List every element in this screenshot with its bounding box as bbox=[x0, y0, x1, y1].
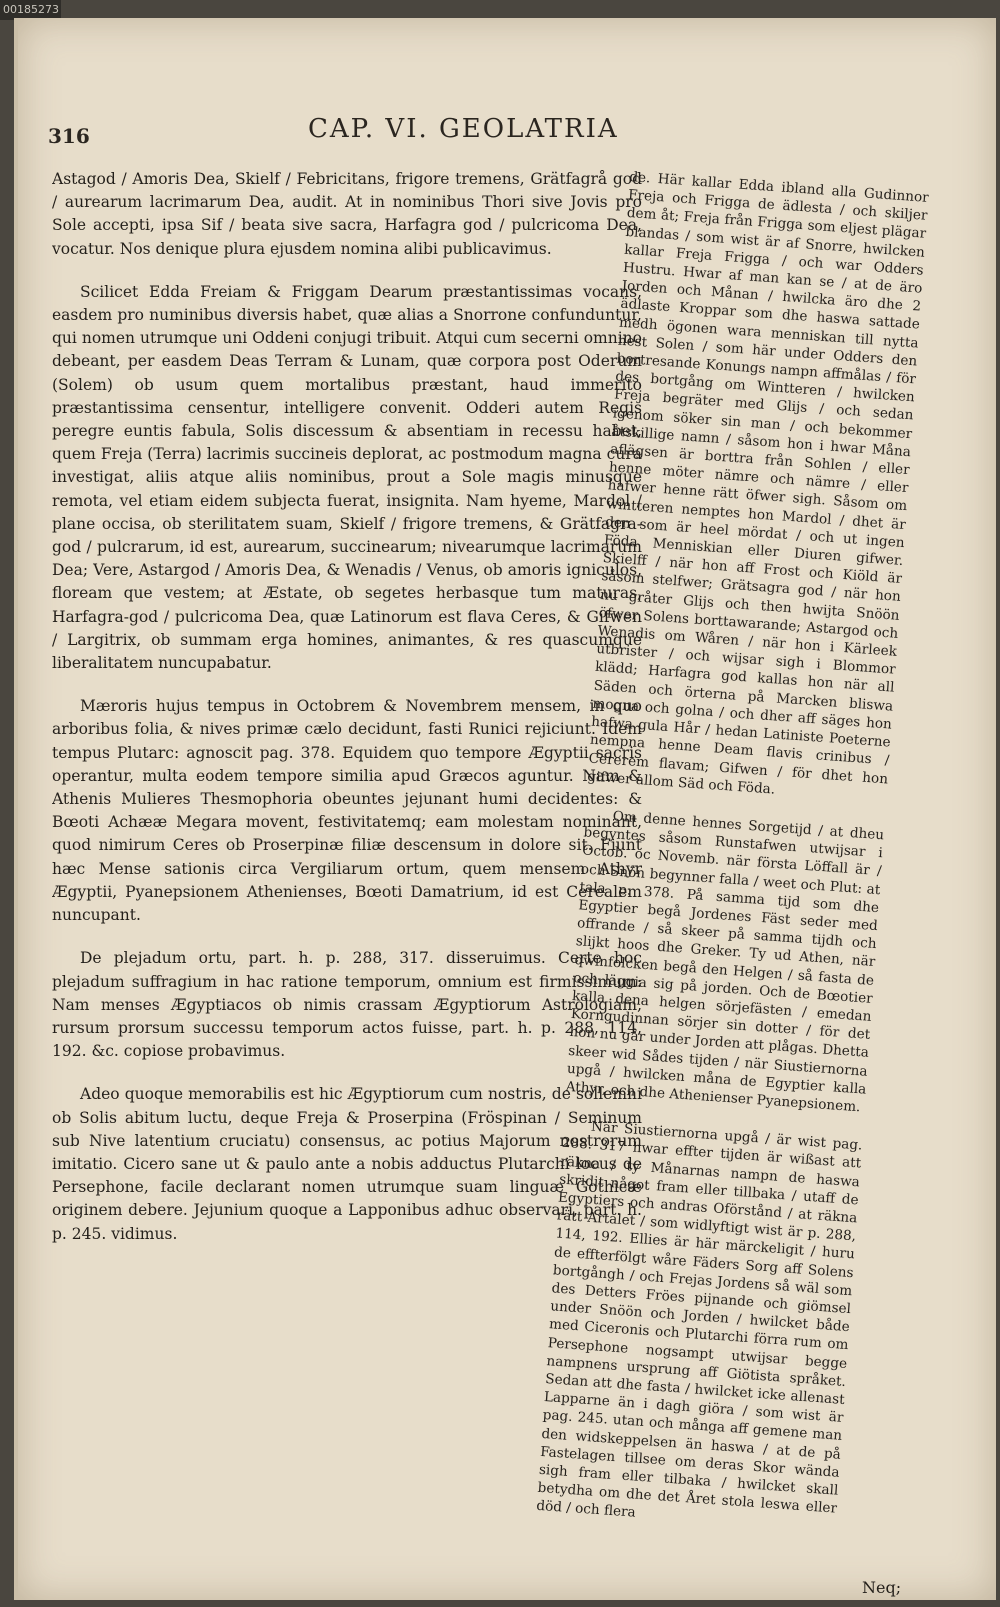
latin-paragraph-4: De plejadum ortu, part. h. p. 288, 317. disseruimus. Certe hoc plejadum suffragium in hac ratione temporum, omnium est firmissimum: Nam menses Ægyptiacos ob nimis crassam Ægyptiorum Astrologiam, rursum prorsum successu temporum actos fuisse, part. h. p. 288, 114, 192. &c. copiose probavimus. bbox=[52, 949, 642, 1061]
page-header bbox=[48, 114, 688, 154]
running-title: CAP. VI. GEOLATRIA bbox=[308, 114, 619, 144]
latin-paragraph-3: Mæroris hujus tempus in Octobrem & Novembrem mensem, in quo arboribus folia, & nives primæ cælo decidunt, fasti Runici rejiciunt. Idem tempus Plutarc: agnoscit pag. 378. Equidem quo tempore Ægyptii sacris operantur, multa eodem tempore similia apud Græcos aguntur. Nam & Athenis Mulieres Thesmophoria obeuntes jejunant humi decidentes: & Bœoti Achææ Megara movent, festivitatemq; eam molestam nominant, quod nimirum Ceres ob Proserpinæ filiæ descensum in dolore sit. Fiunt hæc Mense sationis circa Vergiliarum ortum, quem mensem Athyr Ægyptii, Pyanepsionem Athenienses, Bœoti Damatrium, id est Cerealem nuncupant. bbox=[52, 697, 642, 925]
latin-paragraph-5: Adeo quoque memorabilis est hic Ægyptiorum cum nostris, de sollemni ob Solis abitum luctu, deque Freja & Proserpina (Fröspinan / Seminum sub Nive latentium cruciatu) consensus, ac potius Majorum nostrorum imitatio. Cicero sane ut & paulo ante a nobis adductus Plutarchi locus de Persephone, facile declarant nomen utrumque suam linguæ Gothicæ originem debere. Jejunium quoque a Lapponibus adhuc observari, part. h. p. 245. vidimus. bbox=[52, 1085, 642, 1243]
swedish-paragraph-3: När Siustiernorna upgå / är wist pag. 288. 317 hwar effter tijden är wißast att räkna / ty Månarnas nampn de haswa skridit något fram eller tillbaka / utaff de Egyptiers och andras Oförstånd / at räkna rätt Artalet / som widlyftigt wist är p. 288, 114, 192. Ellies är här märckeligit / huru de effterfölgt wåre Fäders Sorg aff Solens bortgångh / och Frejas Jordens så wäl som des Detters Fröes pijnande och giömsel under Snöön och Jorden / hwilcket både med Ciceronis och Plutarchi förra rum om Persephone nogsampt utwijsar begge nampnens ursprung aff Giötista språket. Sedan att dhe fasta / hwilcket icke allenast Lapparne än i dagh giöra / som wist är pag. 245. utan och många aff gemene man den widskeppelsen än haswa / at de på Fastelagen tillsee om deras Skor wända sigh fram eller tilbaka / hwilcket skall betydha om dhe det Året stola leswa eller död / och flera bbox=[535, 1118, 863, 1522]
image-id-label: 00185273 bbox=[0, 0, 61, 20]
latin-paragraph-1: Astagod / Amoris Dea, Skielf / Febricitans, frigore tremens, Grätfagrå god / aurearum lacrimarum Dea, audit. At in nominibus Thori sive Jovis pro Sole accepti, ipsa Sif / beata sive sacra, Harfagra god / pulcricoma Dea, vocatur. Nos denique plura ejusdem nomina alibi publicavimus. bbox=[52, 170, 642, 258]
catchword: Neq; bbox=[862, 1578, 902, 1597]
swedish-paragraph-1: de. Här kallar Edda ibland alla Gudinnor Freja och Frigga de ädlesta / och skiljer dem åt; Freja från Frigga som eljest plägar blandas / som wist är af Snorre, hwilcken kallar Freja Frigga / och war Odders Hustru. Hwar af man kan se / at de äro Jorden och Månan / hwilcka äro dhe 2 ädlaste Kroppar som dhe haswa sattade medh ögonen wara menniskan till nytta nest Solen / som här under Odders den bortresande Konungs nampn affmålas / för des bortgång om Wintteren / hwilcken Freja begräter med Glijs / och sedan igenom söker sin man / och bekommer åtskillige namn / såsom hon i hwar Måna aflägsen är borttra från Sohlen / eller henne möter nämre och nämre / eller hafwer henne rätt öfwer sigh. Såsom om wintteren nemptes hon Mardol / dhet är den som är heel mördat / och ut ingen Föda Menniskian eller Diuren gifwer. Skielff / när hon aff Frost och Kiöld är såsom stelfwer; Grätsagra god / när hon nu gråter Glijs och then hwijta Snöön öfwer Solens borttawarande; Astargod och Wenadis om Wåren / när hon i Kärleek utbrister / och wijsar sigh i Blommor klädd; Harfagra god kallas hon när all Säden och örterna på Marcken bliswa mogna och golna / och dher aff säges hon hafwa gula Hår / hedan Latiniste Poeterne nempna henne Deam flavis crinibus / Cererem flavam; Gifwen / för dhet hon gifwer allom Säd och Föda. bbox=[586, 168, 930, 798]
book-page bbox=[14, 18, 996, 1600]
swedish-paragraph-2: Om denne hennes Sorgetijd / at dheu begyntes såsom Runstafwen utwijsar i Octob. oc Novemb. när första Löffall är / och Snön begynner falla / weet och Plut: at tala p. 378. På samma tijd som dhe Egyptier begå Jordenes Fäst seder med offrande / så skeer på samma tijdh och slijkt hoos dhe Greker. Ty ud Athen, när qwinfolcken begå den Helgen / så fasta de och läggia sig på jorden. Och de Bœotier kalla dena helgen sörjefästen / emedan Korngudinnan sörjer sin dotter / för det hon nu går under Jorden att plågas. Dhetta skeer wid Sådes tijden / när Siustiernorna upgå / hwilcken måna de Egyptier kalla Athyr, och dhe Athenienser Pyanepsionem. bbox=[565, 808, 885, 1116]
page-number: 316 bbox=[48, 124, 90, 148]
latin-paragraph-2: Scilicet Edda Freiam & Friggam Dearum præstantissimas vocans, easdem pro numinibus diversis habet, quæ alias a Snorrone confunduntur, qui nomen utrumque uni Oddeni conjugi tribuit. Atqui cum secerni omnino debeant, per easdem Deas Terram & Lunam, quæ corpora post Oderum (Solem) ob usum quem mortalibus præstant, haud immerito præstantissima censentur, intelligere convenit. Odderi autem Regis peregre euntis fabula, Solis discessum & absentiam in recessu habet, quem Freja (Terra) lacrimis succineis deplorat, ac postmodum magna cura investigat, aliis atque aliis nominibus, prout a Sole magis minusque remota, vel etiam eidem subjecta fuerat, insignita. Nam hyeme, Mardol / plane occisa, ob sterilitatem suam, Skielf / frigore tremens, & Grätfagra-god / pulcrarum, id est, aurearum, succinearum; nivearumque lacrimarum Dea; Vere, Astargod / Amoris Dea, & Wenadis / Venus, ob amoris igniculos, floream que vestem; at Æstate, ob segetes herbasque tum maturas, Harfagra-god / pulcricoma Dea, quæ Latinorum est flava Ceres, & Gifwen / Largitrix, ob summam erga homines, animantes, & res quascumque liberalitatem nuncupabatur. bbox=[52, 282, 642, 673]
